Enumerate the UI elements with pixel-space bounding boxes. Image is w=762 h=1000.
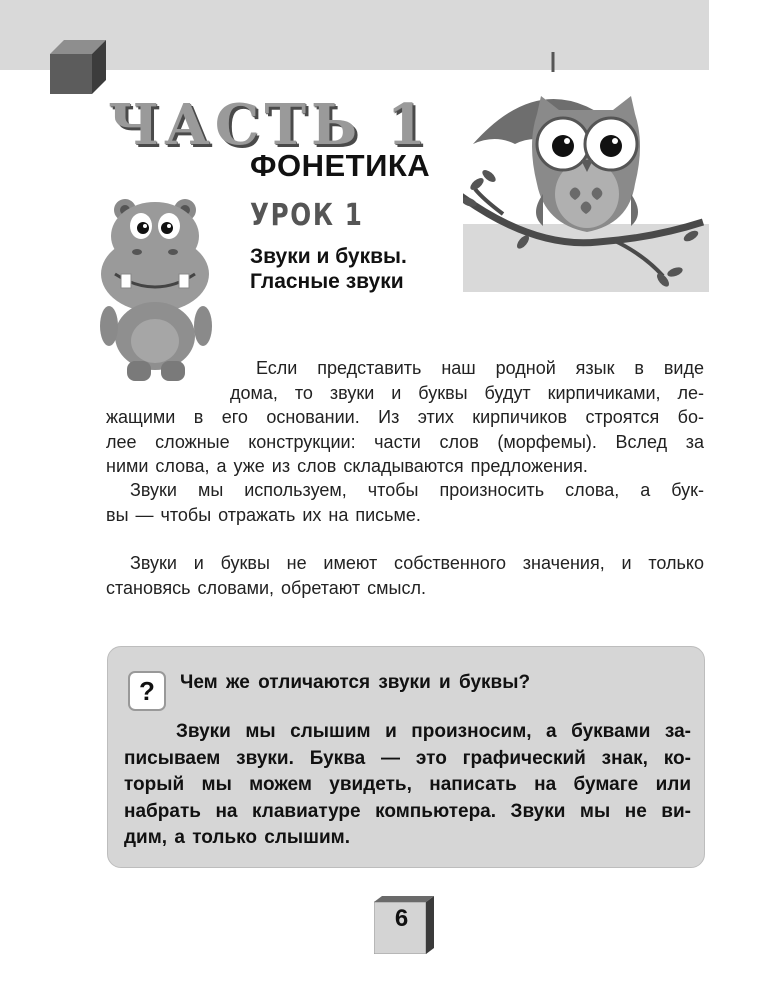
answer-line: Звуки мы слышим и произносим, а буквами за- [176, 721, 691, 742]
answer-text [124, 719, 691, 852]
lesson-topic-line: Гласные звуки [250, 270, 404, 293]
answer-line: дим, а только слышим. [124, 827, 350, 848]
answer-line: торый мы можем увидеть, написать на бумаге или [124, 774, 691, 795]
paragraph-line: Если представить наш родной язык в виде [256, 358, 704, 378]
paragraph-line: становясь словами, обретают смысл. [106, 577, 426, 598]
paragraph-line: лее сложные конструкции: части слов (морфемы). Вслед за [106, 431, 704, 452]
lesson-topic [250, 244, 480, 294]
paragraph-3 [106, 551, 704, 600]
answer-line: писываем звуки. Буква — это графический знак, ко- [124, 747, 691, 769]
question-text: Чем же отличаются звуки и буквы? [180, 672, 531, 693]
paragraph-2 [106, 478, 704, 527]
cube-icon [48, 38, 108, 94]
owl-illustration [463, 44, 709, 292]
lesson-title: УРОК 1 [250, 198, 364, 233]
paragraph-line: Звуки и буквы не имеют собственного значения, и только [130, 553, 704, 573]
paragraph-line: вы — чтобы отражать их на письме. [106, 504, 421, 525]
paragraph-line: Звуки мы используем, чтобы произносить слова, а бук- [130, 480, 704, 500]
answer-line: набрать на клавиатуре компьютера. Звуки мы не ви- [124, 800, 691, 822]
part-title: ЧАСТЬ 1 [108, 92, 431, 158]
paragraph-line: дома, то звуки и буквы будут кирпичиками, ле- [230, 382, 704, 403]
paragraph-1 [106, 356, 704, 479]
lesson-topic-line: Звуки и буквы. [250, 245, 407, 268]
question-mark-icon: ? [128, 671, 166, 711]
section-title: ФОНЕТИКА [250, 148, 431, 183]
page-number: 6 [394, 905, 409, 932]
paragraph-line: жащими в его основании. Из этих кирпичиков строятся бо- [106, 407, 704, 427]
paragraph-line: ними слова, а уже из слов складываются предложения. [106, 456, 588, 476]
